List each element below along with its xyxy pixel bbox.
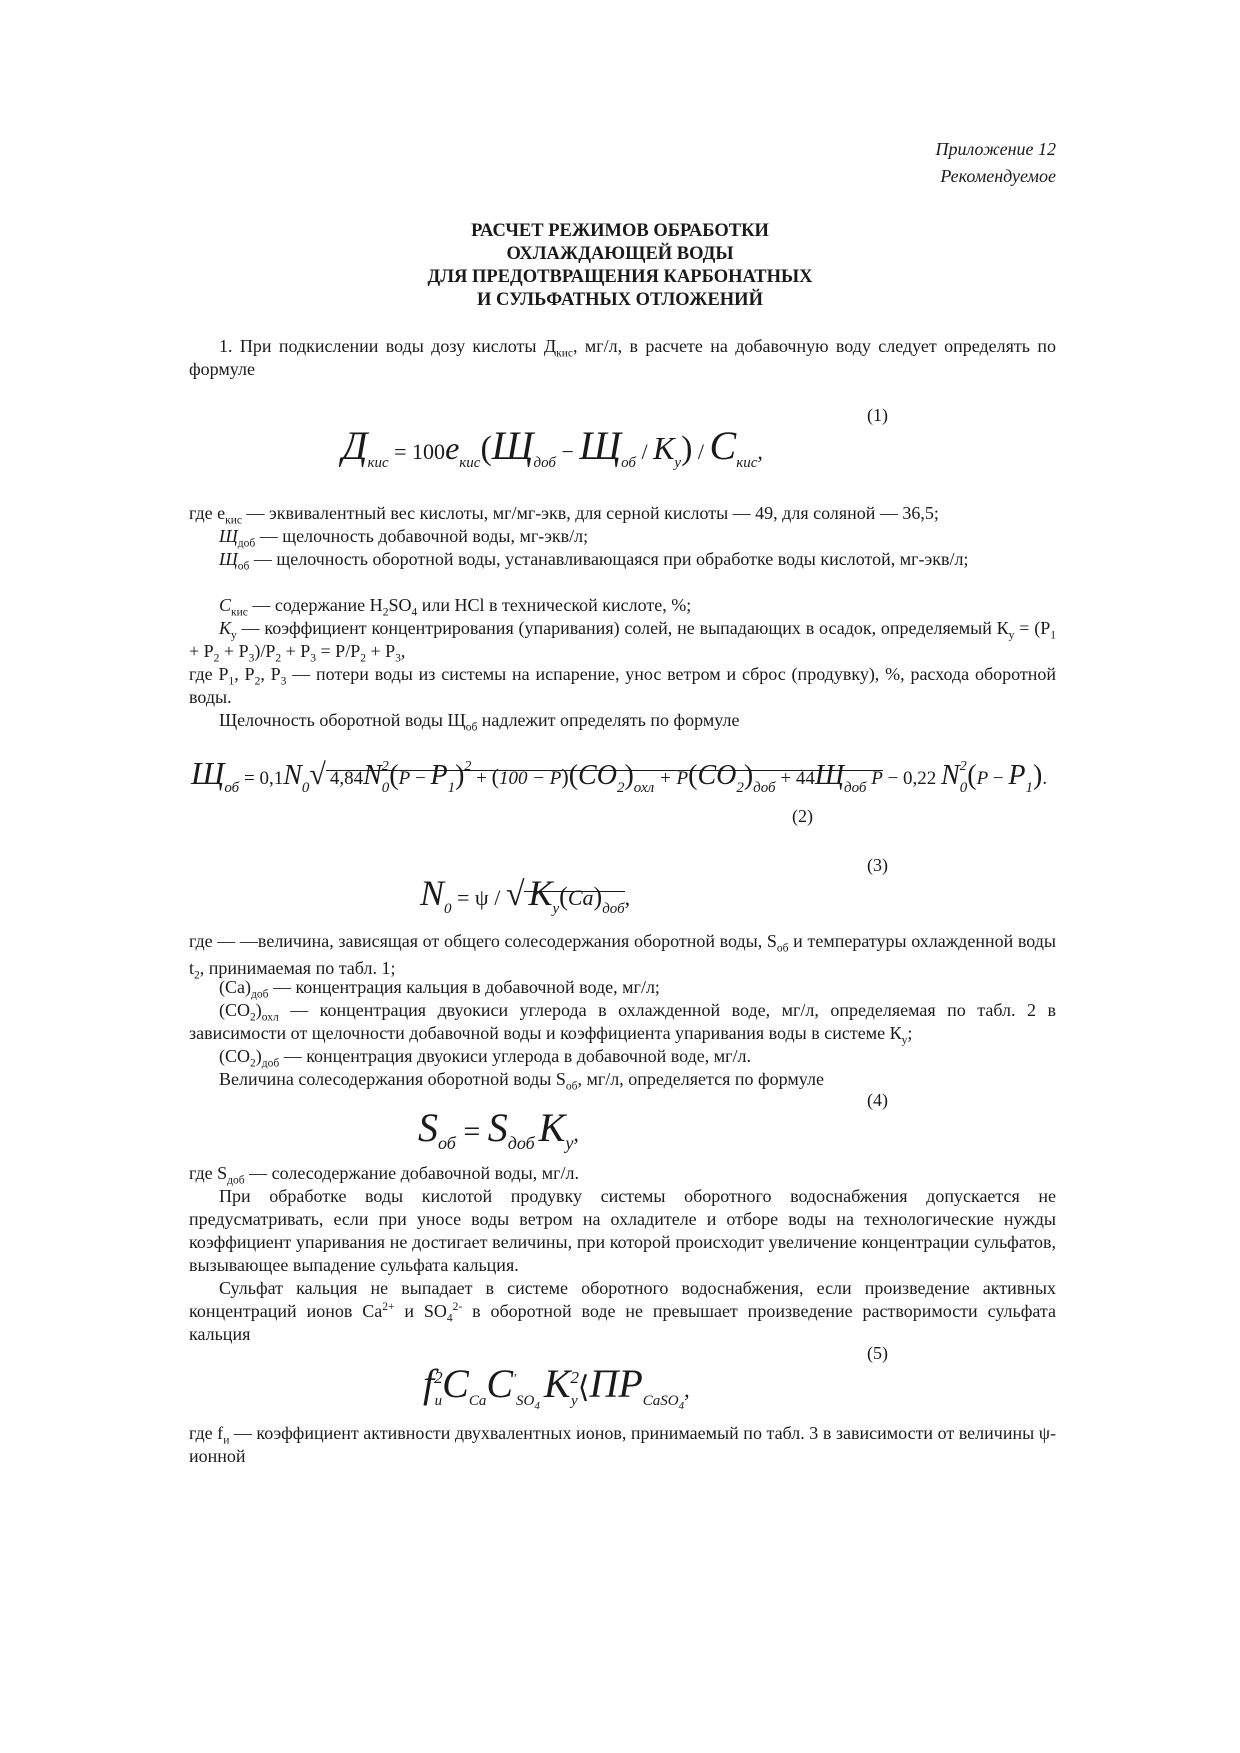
equation-number-5: (5) (867, 1343, 888, 1363)
document-title (0, 220, 1240, 312)
definition-sh-ob: $Щ_{об}$ — щелочность оборотной воды, устанавливающаяся при обработке воды кислотой, мг-экв/л; (219, 549, 969, 573)
definition-co2-ohl: $(CO_2)_{охл}$ — концентрация двуокиси углерода в охлажденной воде, мг/л, определяемая по табл. 2 в зависимости от щелочности добавочной воды и коэффициента упаривания воды в системе $К_у$; (189, 1000, 1056, 1047)
equation-number-2: (2) (792, 806, 813, 826)
definition-sh-dob: $Щ_{доб}$ — щелочность добавочной воды, мг-экв/л; (219, 526, 589, 550)
appendix-status: Рекомендуемое (940, 166, 1056, 186)
definition-ca-dob: $(Ca)_{доб}$ — концентрация кальция в добавочной воде, мг/л; (219, 977, 660, 1001)
definition-s-dob: где $S_{доб}$ — солесодержание добавочной воды, мг/л. (189, 1163, 579, 1187)
definition-c-kis: $С_{кис}$ — содержание $H_2SO_4$ или HCl в технической кислоте, %; (219, 595, 692, 619)
formula-5: $f2иCCaC'SO_4$ K2у⟨ПРCaSO$_4$, (423, 1361, 690, 1412)
equation-number-1: (1) (867, 405, 888, 425)
definition-e-kis: где $e_{кис}$ — эквивалентный вес кислоты, мг/мг-экв, для серной кислоты — 49, для соляной — 36,5; (189, 503, 939, 527)
definition-k-y: $К_у$ — коэффициент концентрирования (упаривания) солей, не выпадающих в осадок, определяемый $К_у = (Р_1 + Р_2 + Р_3)/Р_2 + Р_3 = Р/Р_2 + Р_3$, (189, 618, 1056, 665)
paragraph-2: Щелочность оборотной воды $Щ_{об}$ надлежит определять по формуле (219, 710, 740, 734)
definition-p-losses: где $Р_1$, $Р_2$, $Р_3$ — потери воды из системы на испарение, унос ветром и сброс (продувку), %, расхода оборотной воды. (189, 664, 1057, 707)
paragraph-4: При обработке воды кислотой продувку системы оборотного водоснабжения допускается не предусматривать, если при уносе воды ветром на охладителе и отборе воды на технологические нужды коэффициент упаривания не достигает величины, при которой происходит увеличение концентрации сульфатов, вызывающее выпадение сульфата кальция. (189, 1186, 1056, 1275)
definition-psi: где — —величина, зависящая от общего солесодержания оборотной воды, $S_{об}$ и температуры охлажденной воды $t_2$, принимаемая по табл. 1; (189, 931, 1056, 982)
appendix-label (935, 136, 1056, 190)
title-line-3: ДЛЯ ПРЕДОТВРАЩЕНИЯ КАРБОНАТНЫХ (427, 267, 813, 287)
formula-1: Дкис = 100eкис(Щдоб − Щоб / Kу) / Cкис, (342, 423, 763, 471)
title-line-1: РАСЧЕТ РЕЖИМОВ ОБРАБОТКИ (471, 221, 769, 241)
appendix-number: Приложение 12 (935, 139, 1056, 159)
paragraph-1: 1. При подкислении воды дозу кислоты $Д_{кис}$, мг/л, в расчете на добавочную воду следует определять по формуле (189, 336, 1057, 379)
formula-2: Щоб = 0,1N0√ 4,84N20(P − P1)2 + (100 − P)(CO2)охл + P(CO2)доб + 44Щдоб P − 0,22 N20(P − P1). (191, 755, 1048, 796)
paragraph-5: Сульфат кальция не выпадает в системе оборотного водоснабжения, если произведение активных концентраций ионов $Ca^{2+}$ и $SO_4^{2-}$ в оборотной воде не превышает произведение растворимости сульфата кальция (189, 1278, 1056, 1344)
equation-number-3: (3) (867, 855, 888, 875)
definition-f-i: где $f_и$ — коэффициент активности двухвалентных ионов, принимаемый по табл. 3 в зависимости от величины ψ-ионной (189, 1423, 1057, 1466)
equation-number-4: (4) (867, 1090, 888, 1110)
definition-co2-dob: $(CO_2)_{доб}$ — концентрация двуокиси углерода в добавочной воде, мг/л. (219, 1046, 751, 1070)
title-line-2: ОХЛАЖДАЮЩЕЙ ВОДЫ (506, 244, 734, 264)
formula-3: N0 = ψ / √ Kу(Ca)доб, (420, 873, 631, 917)
paragraph-3: Величина солесодержания оборотной воды $S_{об}$, мг/л, определяется по формуле (219, 1069, 824, 1093)
title-line-4: И СУЛЬФАТНЫХ ОТЛОЖЕНИЙ (477, 290, 763, 310)
formula-4: Sоб = Sдоб Kу, (418, 1105, 579, 1153)
